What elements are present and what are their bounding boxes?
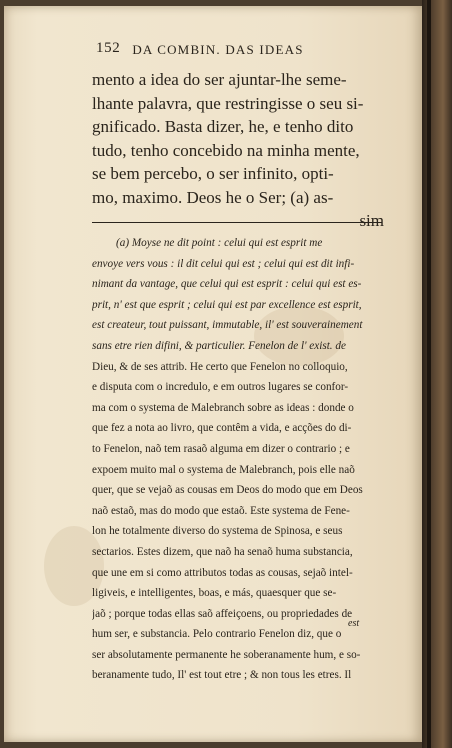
footnote-line: lon he totalmente diverso do systema de Spinosa, e seus [92, 525, 343, 538]
footnote-line: sectarios. Estes dizem, que naõ ha senaõ huma substancia, [92, 545, 353, 558]
main-text-line: mo, maximo. Deos he o Ser; (a) as- [92, 187, 334, 207]
footnote-line: beranamente tudo, Il' est tout etre ; & non tous les etres. Il [92, 669, 352, 682]
footnote-line: que une em si como attributos todas as cousas, sejaõ intel- [92, 566, 353, 579]
footnote-line: que fez a nota ao livro, que contêm a vida, e acções do di- [92, 422, 352, 435]
main-text-line: mento a idea do ser ajuntar-lhe seme- [92, 70, 347, 89]
main-text [92, 68, 384, 233]
footnote-line: e disputa com o incredulo, e em outros lugares se confor- [92, 381, 349, 394]
footnote-line: jaõ ; porque todas ellas saõ affeiçoens, ou propriedades de [92, 607, 353, 620]
spine-edge [427, 0, 431, 748]
running-head: DA COMBIN. DAS IDEAS [132, 42, 304, 57]
footnote-line: (a) Moyse ne dit point : celui qui est esprit me [116, 237, 323, 249]
footnote [92, 233, 388, 686]
main-text-line: se bem percebo, o ser infinito, opti- [92, 164, 334, 183]
footnote-line: prit, n' est que esprit ; celui qui est par excellence est esprit, [92, 298, 362, 311]
main-text-line: gnificado. Basta dizer, he, e tenho dito [92, 117, 354, 136]
footnote-line: ser absolutamente permanente he soberanamente hum, e so- [92, 648, 361, 661]
main-text-line: sim [359, 211, 384, 230]
footnote-line: expoem muito mal o systema de Malebranch, pois elle naõ [92, 463, 355, 476]
footnote-line: ligiveis, e intelligentes, boas, e más, quaesquer que se- [92, 587, 337, 600]
footnote-line: nimant da vantage, que celui qui est esprit : celui qui est es- [92, 278, 362, 291]
footnote-line: to Fenelon, naõ tem rasaõ alguma em dizer o contrario ; e [92, 442, 350, 455]
catchword: est [348, 618, 360, 629]
main-text-line: tudo, tenho concebido na minha mente, [92, 140, 360, 160]
footnote-line: naõ estaõ, mas do modo que estaõ. Este systema de Fene- [92, 504, 350, 517]
footnote-line: Dieu, & de ses attrib. He certo que Fenelon no colloquio, [92, 360, 348, 373]
main-text-line: lhante palavra, que restringisse o seu si- [92, 93, 364, 113]
footnote-line: quer, que se vejaõ as cousas em Deos do modo que em Deos [92, 484, 363, 497]
footnote-line: envoye vers vous : il dit celui qui est ; celui qui est dit infi- [92, 257, 355, 270]
page-header [96, 40, 396, 58]
footnote-rule [92, 222, 382, 223]
footnote-line: sans etre rien difini, & particulier. Fenelon de l' exist. de [92, 339, 346, 352]
page-number: 152 [96, 40, 121, 56]
footnote-line: est createur, tout puissant, immutable, il' est souverainement [92, 319, 363, 332]
footnote-line: hum ser, e substancia. Pelo contrario Fenelon diz, que o [92, 628, 342, 641]
footnote-line: ma com o systema de Malebranch sobre as ideas : donde o [92, 401, 354, 414]
